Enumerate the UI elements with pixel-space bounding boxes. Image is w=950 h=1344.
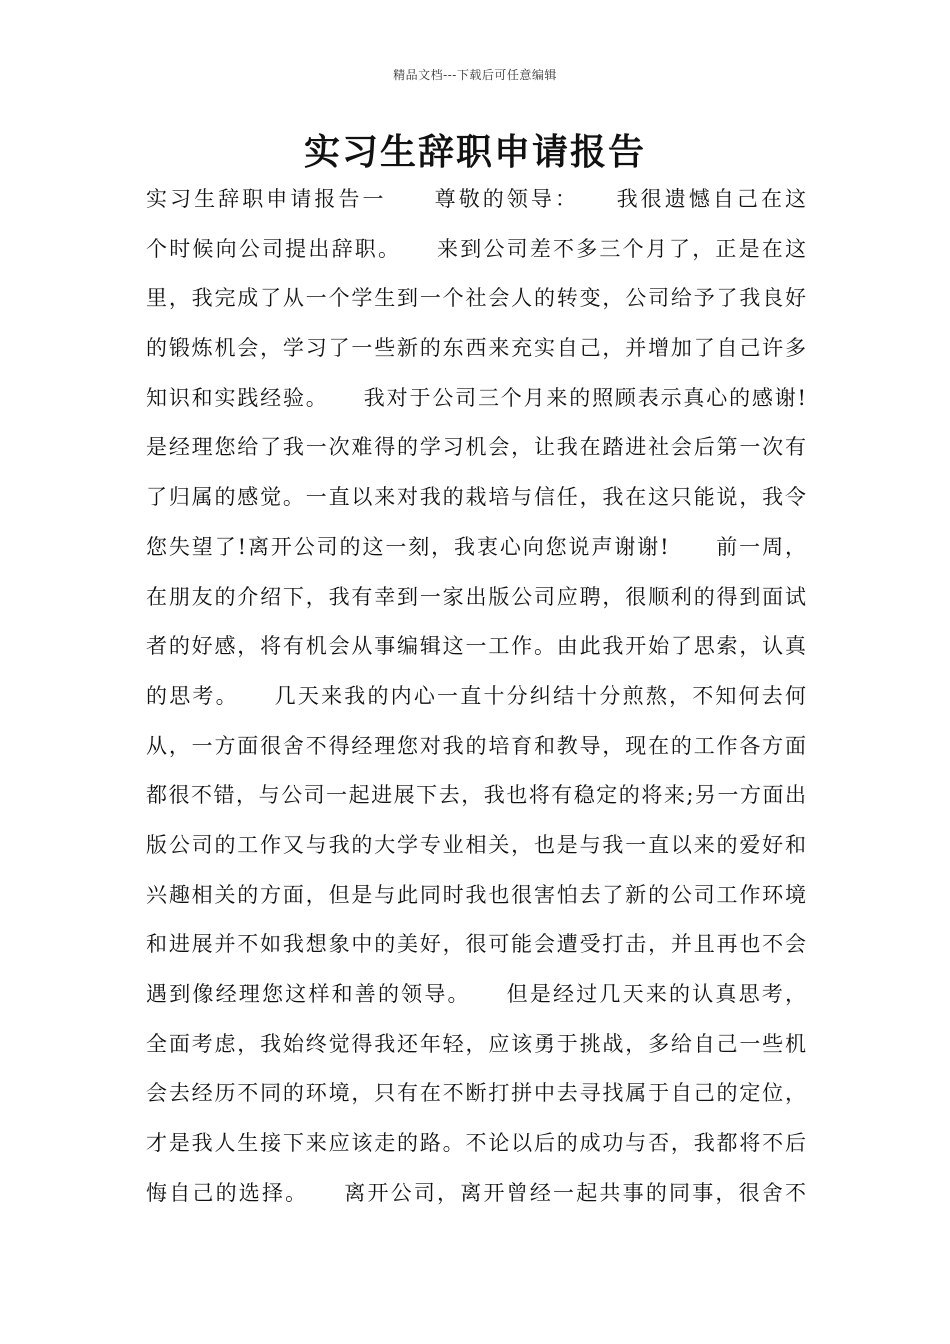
body-text bbox=[146, 178, 806, 1221]
text-line: 会去经历不同的环境，只有在不断打拼中去寻找属于自己的定位， bbox=[146, 1081, 806, 1106]
text-line: 里，我完成了从一个学生到一个社会人的转变，公司给予了我良好 bbox=[146, 286, 806, 311]
text-line: 者的好感，将有机会从事编辑这一工作。由此我开始了思索，认真 bbox=[146, 634, 806, 659]
text-line: 和进展并不如我想象中的美好，很可能会遭受打击，并且再也不会 bbox=[146, 932, 806, 957]
text-line: 都很不错，与公司一起进展下去，我也将有稳定的将来;另一方面出 bbox=[146, 783, 806, 808]
text-line: 实习生辞职申请报告一 尊敬的领导： 我很遗憾自己在这 bbox=[146, 187, 806, 211]
text-line: 全面考虑，我始终觉得我还年轻，应该勇于挑战，多给自己一些机 bbox=[146, 1031, 806, 1056]
text-line: 悔自己的选择。 离开公司，离开曾经一起共事的同事，很舍不 bbox=[146, 1180, 806, 1205]
text-line: 兴趣相关的方面，但是与此同时我也很害怕去了新的公司工作环境 bbox=[146, 882, 806, 907]
text-line: 了归属的感觉。一直以来对我的栽培与信任，我在这只能说，我令 bbox=[146, 485, 806, 510]
text-line: 的锻炼机会，学习了一些新的东西来充实自己，并增加了自己许多 bbox=[146, 336, 806, 361]
text-line: 才是我人生接下来应该走的路。不论以后的成功与否，我都将不后 bbox=[146, 1131, 806, 1156]
text-line: 您失望了!离开公司的这一刻，我衷心向您说声谢谢! 前一周， bbox=[146, 534, 806, 559]
text-line: 遇到像经理您这样和善的领导。 但是经过几天来的认真思考， bbox=[146, 982, 806, 1006]
text-line: 的思考。 几天来我的内心一直十分纠结十分煎熬，不知何去何 bbox=[146, 683, 806, 708]
header-note: 精品文档---下载后可任意编辑 bbox=[393, 68, 557, 82]
text-line: 版公司的工作又与我的大学专业相关，也是与我一直以来的爱好和 bbox=[146, 832, 806, 857]
text-line: 知识和实践经验。 我对于公司三个月来的照顾表示真心的感谢! bbox=[146, 385, 806, 410]
text-line: 是经理您给了我一次难得的学习机会，让我在踏进社会后第一次有 bbox=[146, 435, 806, 460]
document-title: 实习生辞职申请报告 bbox=[303, 131, 646, 173]
text-line: 在朋友的介绍下，我有幸到一家出版公司应聘，很顺利的得到面试 bbox=[146, 584, 806, 609]
text-line: 个时候向公司提出辞职。 来到公司差不多三个月了，正是在这 bbox=[146, 236, 806, 261]
text-line: 从，一方面很舍不得经理您对我的培育和教导，现在的工作各方面 bbox=[146, 733, 806, 758]
